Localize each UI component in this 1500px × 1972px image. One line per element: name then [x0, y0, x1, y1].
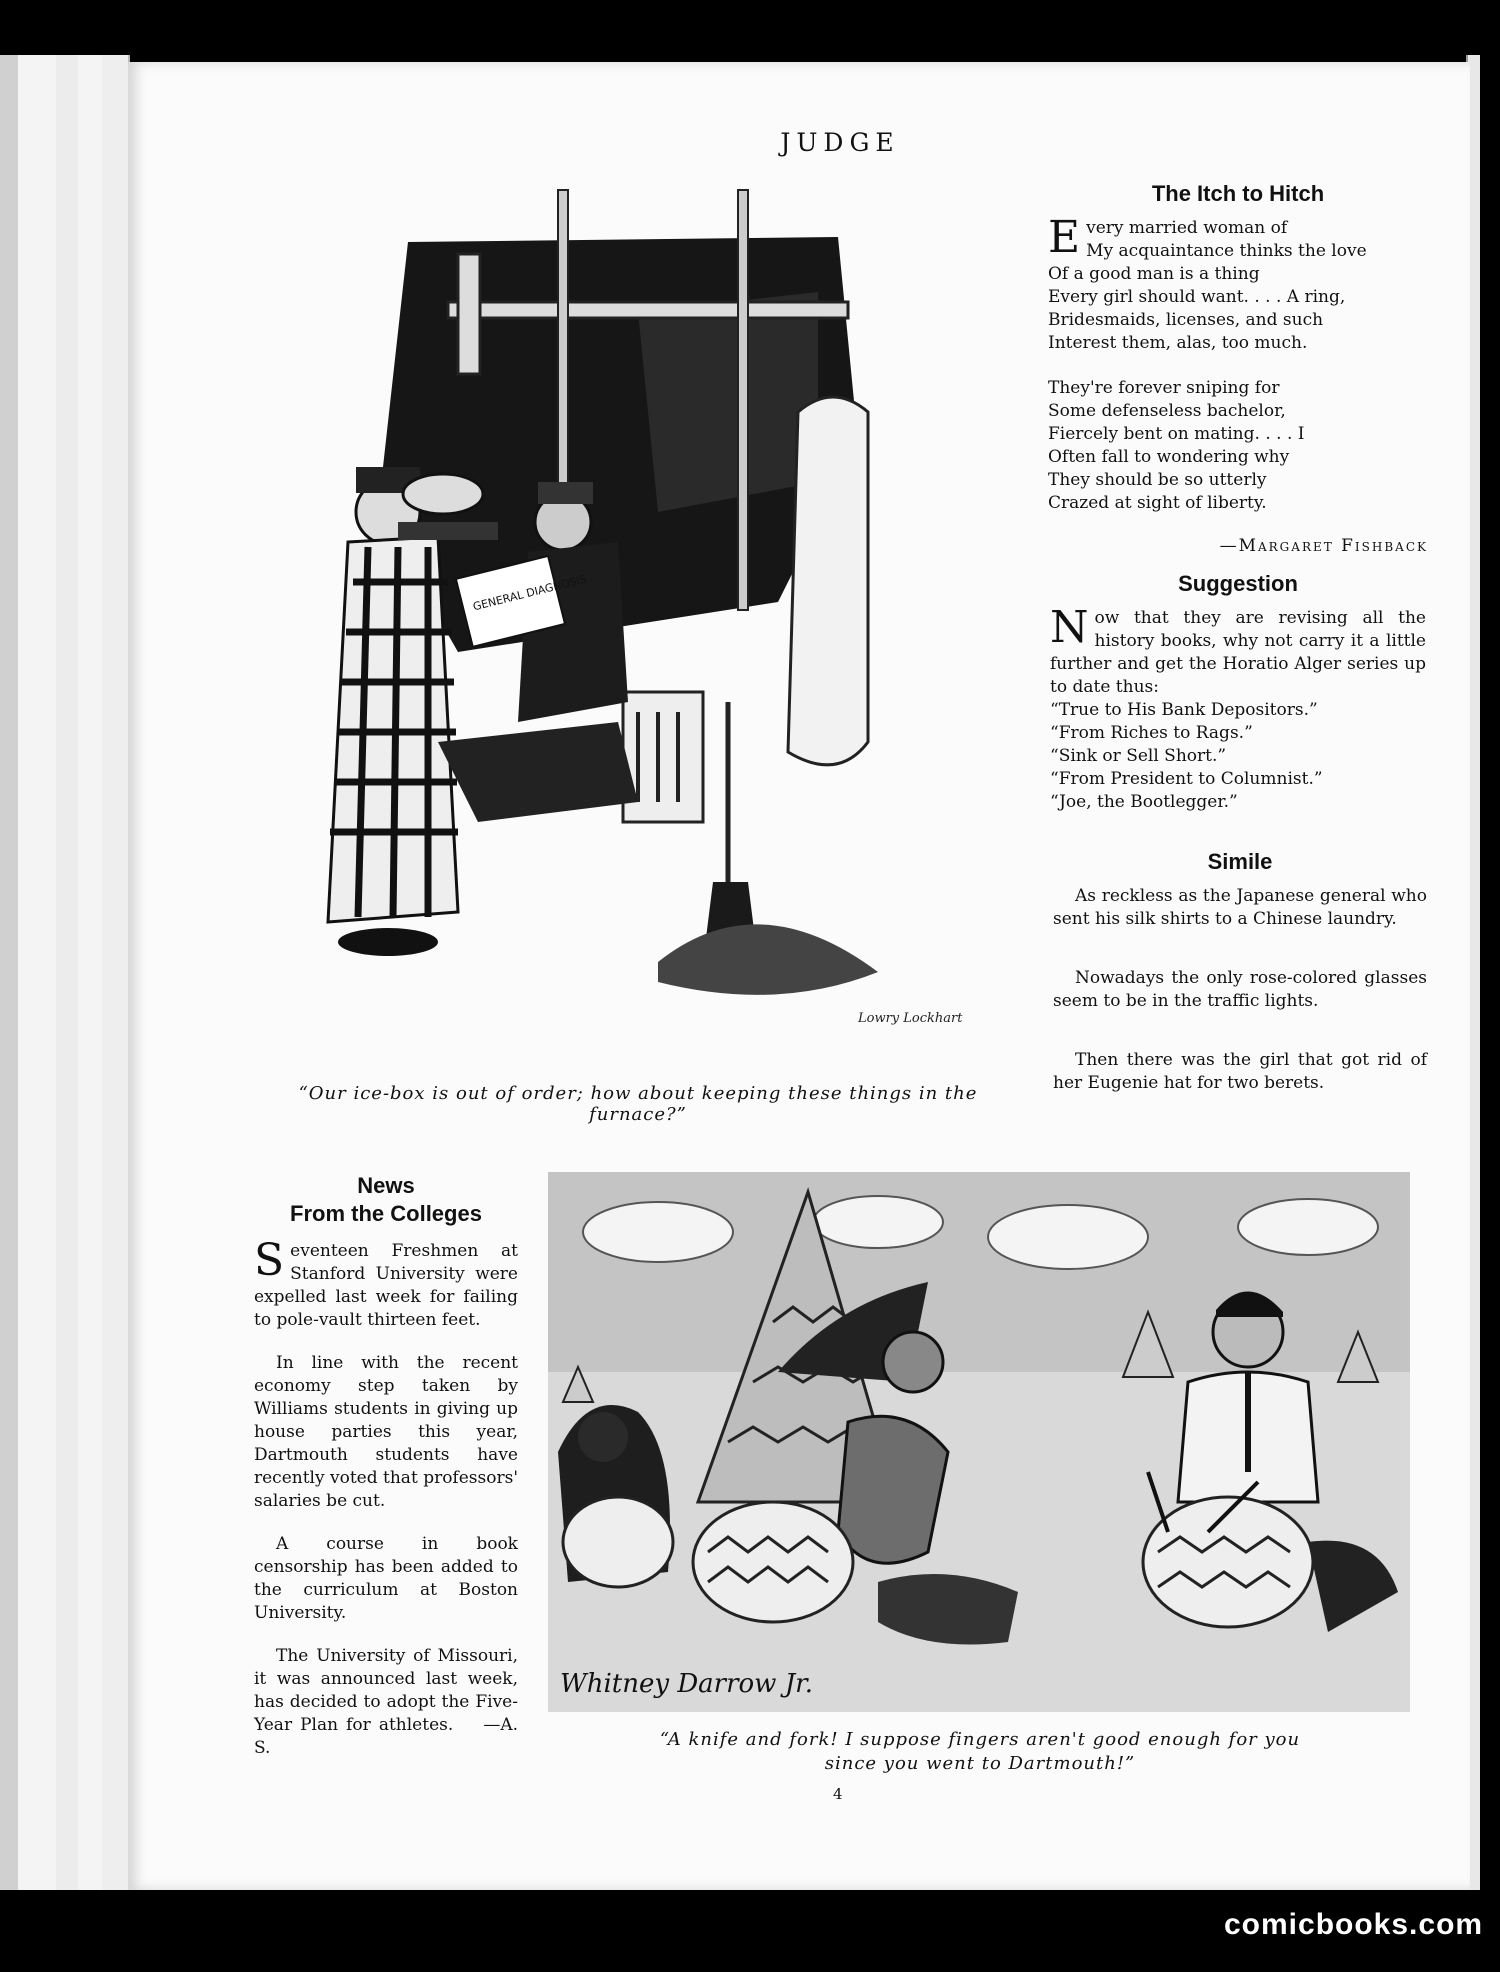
news-paragraph-4-text: The University of Missouri, it was announced last week, has decided to adopt the Five-Year Plan for athletes. [254, 1646, 518, 1735]
drop-cap: E [1048, 212, 1081, 263]
drop-cap: S [254, 1235, 285, 1286]
caption-line-2: since you went to Dartmouth!” [824, 1753, 1136, 1774]
caption-line-1: “A knife and fork! I suppose fingers aren't good enough for you [659, 1729, 1301, 1750]
magazine-title: JUDGE [780, 128, 900, 157]
newspaper-text: GENERAL DIAGNOSIS [471, 572, 588, 614]
itch-to-hitch-article [1048, 182, 1428, 578]
poem-stanza-1: very married woman of My acquaintance thinks the love Of a good man is a thing Every girl should want. . . . A ring, Bridesmaids, licenses, and such Interest them, alas, too much. [1048, 218, 1367, 353]
bottom-cartoon-caption [560, 1728, 1400, 1776]
drop-cap: N [1050, 602, 1089, 653]
page-number: 4 [833, 1785, 843, 1803]
simile-paragraph-2: Nowadays the only rose-colored glasses seem to be in the traffic lights. [1053, 968, 1427, 1011]
article-title: Simile [1207, 849, 1273, 874]
book-page-edges [0, 55, 128, 1890]
top-cartoon-signature: Lowry Lockhart [858, 1011, 963, 1026]
article-title [254, 1172, 518, 1228]
news-paragraph-2: In line with the recent economy step taken by Williams students in giving up house parties this year, Dartmouth students have recently voted that professors' salaries be cut. [254, 1353, 518, 1511]
top-cartoon-caption: “Our ice-box is out of order; how about keeping these things in the furnace?” [298, 1083, 978, 1125]
watermark: comicbooks.com [1224, 1908, 1484, 1941]
dartmouth-cartoon [548, 1172, 1410, 1712]
article-title: The Itch to Hitch [1151, 181, 1325, 206]
news-paragraph-3: A course in book censorship has been added to the curriculum at Boston University. [254, 1534, 518, 1623]
news-paragraph-1: eventeen Freshmen at Stanford University were expelled last week for failing to pole-vault thirteen feet. [254, 1241, 518, 1330]
simile-paragraph-1: As reckless as the Japanese general who sent his silk shirts to a Chinese laundry. [1053, 886, 1427, 929]
furnace-cartoon [258, 182, 1008, 1062]
news-paragraph-4 [254, 1645, 518, 1760]
bottom-cartoon-signature: Whitney Darrow Jr. [560, 1669, 813, 1699]
poem-stanza-2: They're forever sniping for Some defenseless bachelor, Fiercely bent on mating. . . . I Often fall to wondering why They should be so utterly Crazed at sight of liberty. [1048, 378, 1305, 513]
news-from-colleges-article [254, 1172, 518, 1760]
poem-author: —Margaret Fishback [1219, 536, 1428, 556]
suggestion-titles: “True to His Bank Depositors.” “From Riches to Rags.” “Sink or Sell Short.” “From President to Columnist.” “Joe, the Bootlegger.” [1050, 700, 1323, 812]
title-line-1: News [357, 1173, 415, 1198]
simile-article [1053, 850, 1427, 1115]
suggestion-article [1050, 572, 1426, 834]
news-author: —A. S. [254, 1715, 519, 1758]
simile-paragraph-3: Then there was the girl that got rid of her Eugenie hat for two berets. [1053, 1050, 1427, 1093]
title-line-2: From the Colleges [290, 1201, 482, 1226]
article-title: Suggestion [1178, 571, 1298, 596]
suggestion-intro: ow that they are revising all the history books, why not carry it a little further and get the Horatio Alger series up to date thus: [1050, 608, 1426, 697]
